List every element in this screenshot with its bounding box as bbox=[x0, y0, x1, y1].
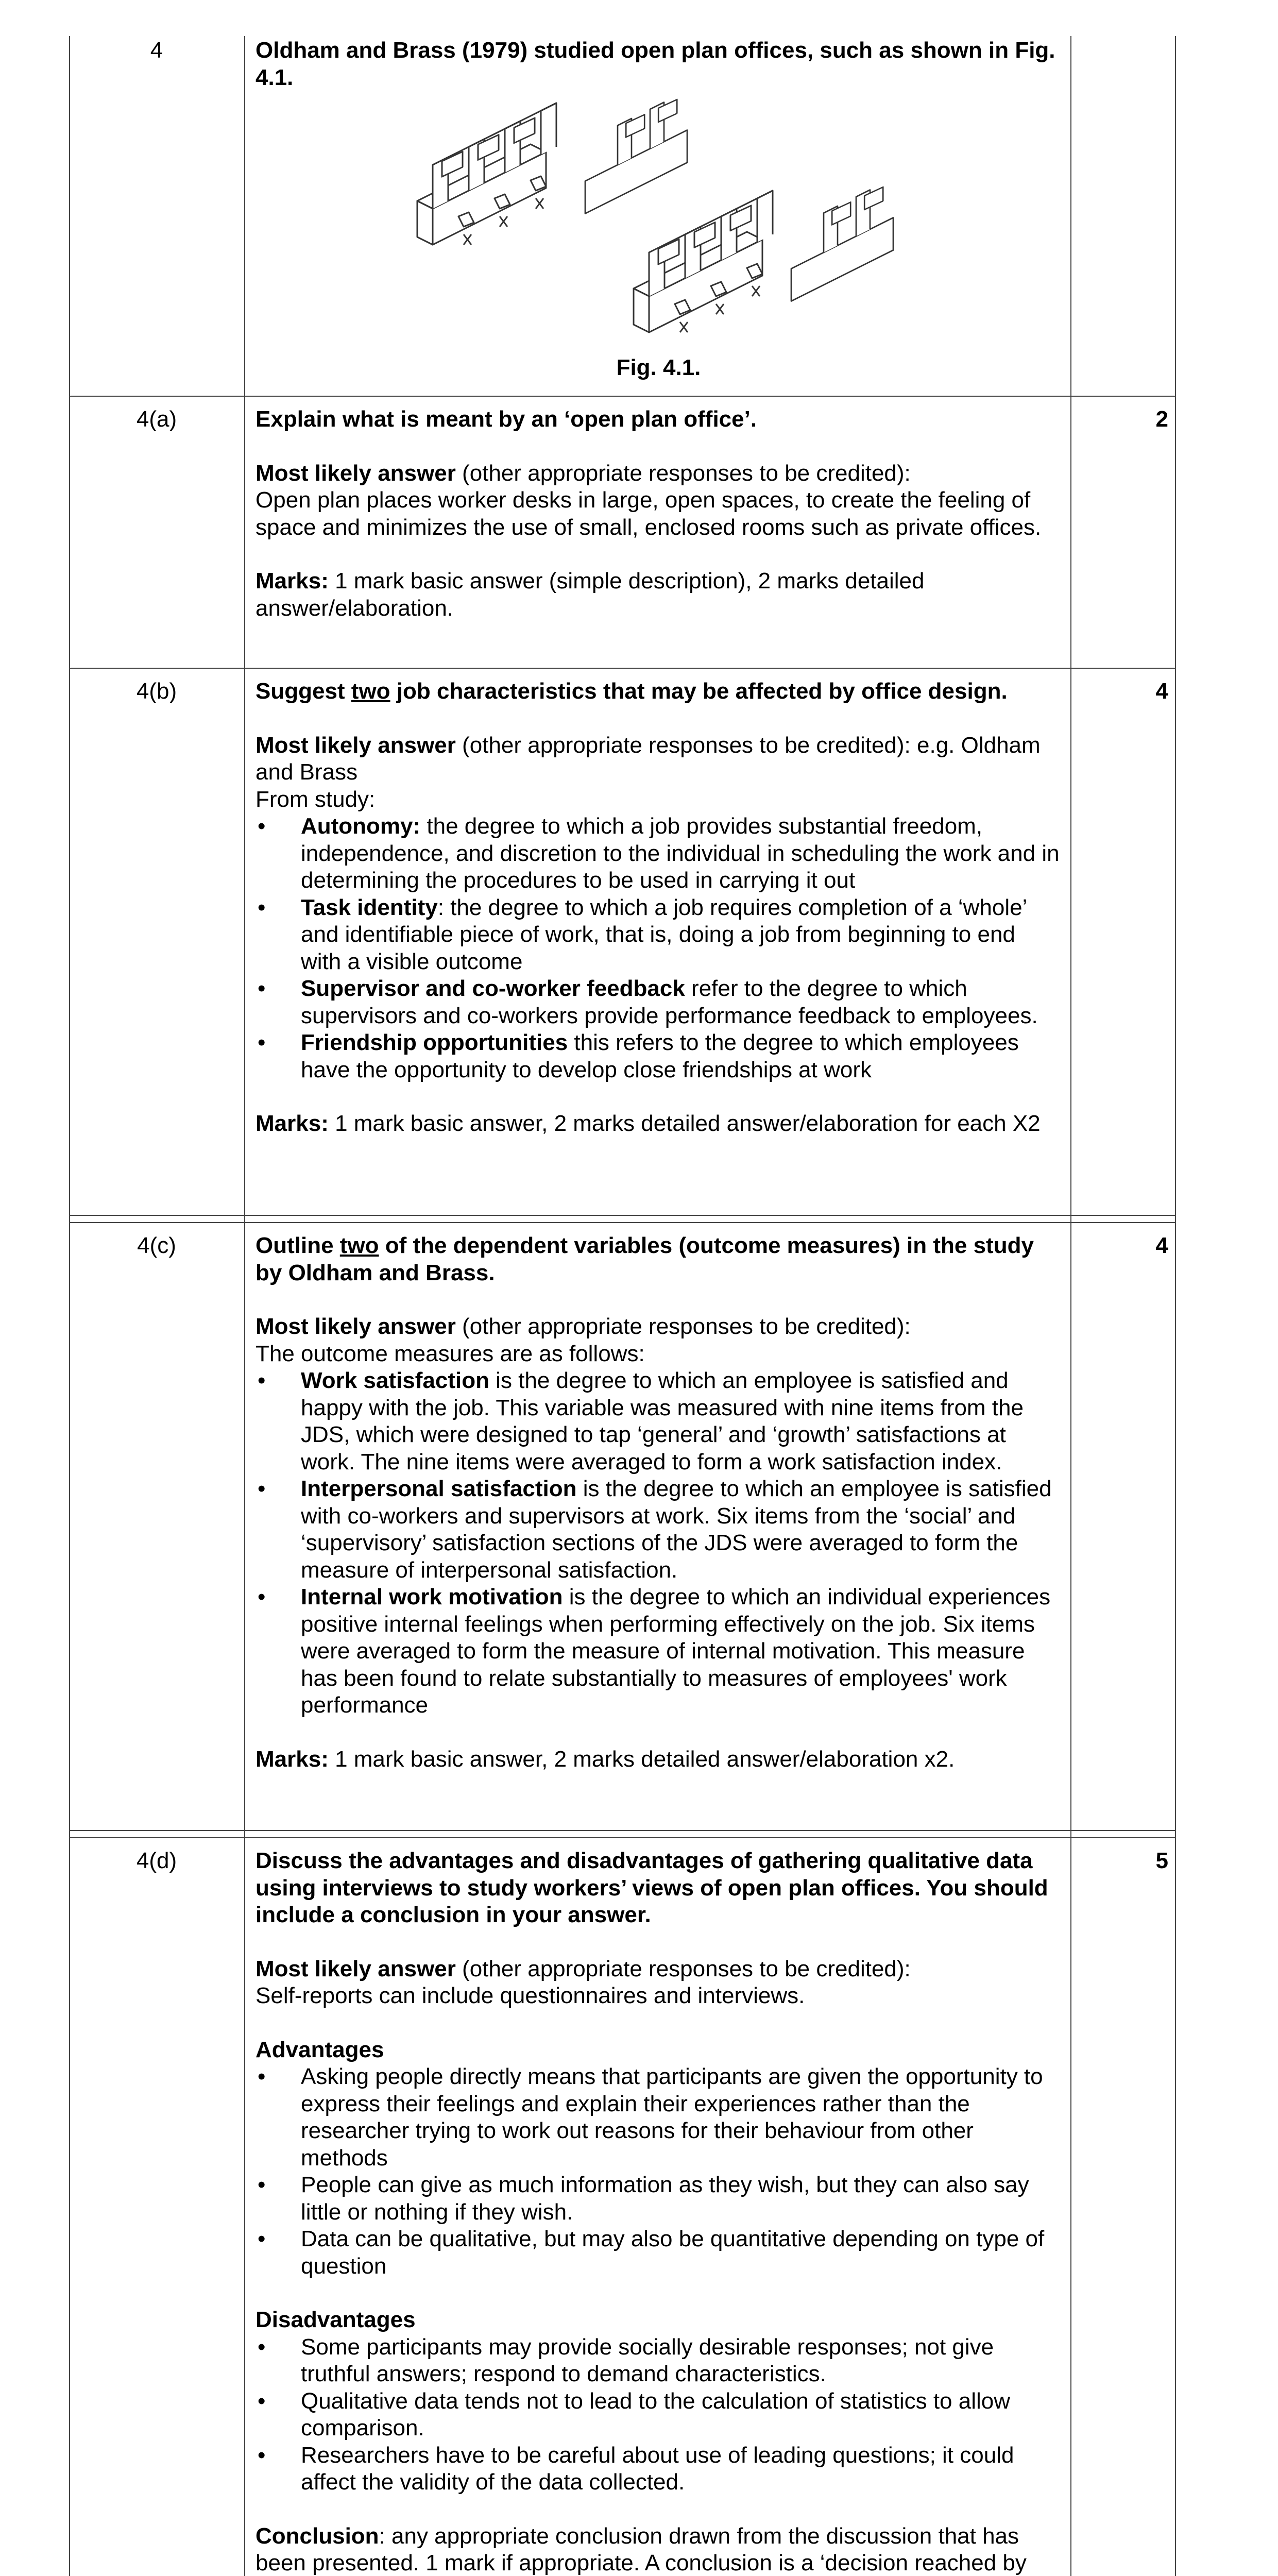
mla-rest: (other appropriate responses to be credited): bbox=[455, 1956, 911, 1981]
desk-cluster-back bbox=[585, 99, 687, 213]
from-study: From study: bbox=[255, 786, 376, 812]
question-number-4c: 4(c) bbox=[137, 1233, 176, 1258]
question-text-4d: Discuss the advantages and disadvantages of gathering qualitative data using interviews to study workers’ views of open plan offices. You should include a conclusion in your answer. bbox=[255, 1848, 1048, 1927]
outcome-measures-list bbox=[255, 1367, 1062, 1719]
marks-text-4c: 1 mark basic answer, 2 marks detailed answer/elaboration x2. bbox=[328, 1746, 955, 1772]
question-text-4c: Outline two of the dependent variables (outcome measures) in the study by Oldham and Brass. bbox=[255, 1233, 1034, 1285]
answer-block-4a bbox=[255, 406, 1062, 622]
marks-text-4b: 1 mark basic answer, 2 marks detailed answer/elaboration for each X2 bbox=[328, 1111, 1041, 1136]
row-divider-4d-b bbox=[69, 1837, 1176, 1838]
marks-4b: 4 bbox=[1155, 679, 1168, 704]
disadvantages-heading: Disadvantages bbox=[255, 2307, 416, 2332]
desk-cluster-left bbox=[417, 103, 556, 245]
marks-text-4a: 1 mark basic answer (simple description), 2 marks detailed answer/elaboration. bbox=[255, 568, 925, 621]
conclusion-label: Conclusion bbox=[255, 2523, 379, 2549]
question-text-4a: Explain what is meant by an ‘open plan office’. bbox=[255, 406, 757, 432]
open-plan-office-illustration bbox=[412, 88, 948, 355]
list-item: • Internal work motivation is the degree to which an individual experiences positive internal feelings when performing effectively on the job. Six items were averaged to form the measure of internal motivation. This measure has been found to relate substantially to measures of employees' work performance bbox=[255, 1584, 1062, 1719]
figure-caption: Fig. 4.1. bbox=[616, 355, 701, 380]
lead-text-4d: Self-reports can include questionnaires and interviews. bbox=[255, 1983, 805, 2008]
answer-block-4d bbox=[255, 1848, 1062, 2576]
intro-text: Oldham and Brass (1979) studied open plan offices, such as shown in Fig. 4.1. bbox=[255, 38, 1055, 90]
question-intro bbox=[255, 37, 1062, 91]
marks-label: Marks: bbox=[255, 1111, 329, 1136]
list-item: • Friendship opportunities this refers to the degree to which employees have the opportunity to develop close friendships at work bbox=[255, 1029, 1062, 1083]
mla-label: Most likely answer bbox=[255, 732, 456, 758]
marks-4d: 5 bbox=[1155, 1848, 1168, 1873]
list-item: • Asking people directly means that participants are given the opportunity to express their feelings and explain their experiences rather than the researcher trying to work out reasons for their behaviour from other methods bbox=[255, 2063, 1062, 2172]
question-number-4d: 4(d) bbox=[136, 1848, 177, 1873]
list-item: • Researchers have to be careful about use of leading questions; it could affect the validity of the data collected. bbox=[255, 2442, 1062, 2496]
job-characteristics-list bbox=[255, 813, 1062, 1083]
list-item: • Qualitative data tends not to lead to the calculation of statistics to allow comparison. bbox=[255, 2388, 1062, 2442]
desk-cluster-right bbox=[634, 191, 773, 332]
row-divider-4b bbox=[69, 668, 1176, 669]
table-border-right bbox=[1175, 36, 1176, 2576]
mla-label: Most likely answer bbox=[255, 1314, 456, 1339]
disadvantages-list bbox=[255, 2334, 1062, 2496]
list-item: • Task identity: the degree to which a job requires completion of a ‘whole’ and identifiable piece of work, that is, doing a job from beginning to end with a visible outcome bbox=[255, 894, 1062, 976]
advantages-list bbox=[255, 2063, 1062, 2280]
row-divider-4d-a bbox=[69, 1830, 1176, 1831]
mla-rest: (other appropriate responses to be credited): e.g. Oldham and Brass bbox=[255, 732, 1041, 785]
desk-cluster-back-right bbox=[791, 187, 893, 301]
list-item: • Some participants may provide socially desirable responses; not give truthful answers; respond to demand characteristics. bbox=[255, 2334, 1062, 2388]
mla-label: Most likely answer bbox=[255, 1956, 456, 1981]
answer-block-4c bbox=[255, 1232, 1062, 1773]
mla-rest: (other appropriate responses to be credited): bbox=[455, 1314, 911, 1339]
advantages-heading: Advantages bbox=[255, 2037, 384, 2062]
marks-4c: 4 bbox=[1155, 1233, 1168, 1258]
mla-label: Most likely answer bbox=[255, 460, 456, 486]
list-item: • Work satisfaction is the degree to which an employee is satisfied and happy with the job. This variable was measured with nine items from the JDS, which were designed to tap ‘general’ and ‘growth’ satisfactions at work. The nine items were averaged to form a work satisfaction index. bbox=[255, 1367, 1062, 1476]
list-item: • Supervisor and co-worker feedback refer to the degree to which supervisors and co-workers provide performance feedback to employees. bbox=[255, 975, 1062, 1029]
answer-block-4b bbox=[255, 678, 1062, 1138]
marks-4a: 2 bbox=[1155, 406, 1168, 432]
conclusion-text: : any appropriate conclusion drawn from the discussion that has been presented. 1 mark if appropriate. A conclusion is a ‘decision reached by bbox=[255, 2523, 1027, 2575]
list-item: • People can give as much information as they wish, but they can also say little or nothing if they wish. bbox=[255, 2172, 1062, 2226]
marks-label: Marks: bbox=[255, 568, 329, 594]
row-divider-4c-a bbox=[69, 1215, 1176, 1216]
list-item: • Interpersonal satisfaction is the degree to which an employee is satisfied with co-workers and supervisors at work. Six items from the ‘social’ and ‘supervisory’ satisfaction sections of the JDS were averaged to form the measure of interpersonal satisfaction. bbox=[255, 1476, 1062, 1584]
row-divider-4a bbox=[69, 396, 1176, 397]
question-text-4b: Suggest two job characteristics that may be affected by office design. bbox=[255, 679, 1008, 704]
marks-label: Marks: bbox=[255, 1746, 329, 1772]
table-divider-number bbox=[244, 36, 245, 2576]
lead-text-4c: The outcome measures are as follows: bbox=[255, 1341, 645, 1366]
row-divider-4c-b bbox=[69, 1222, 1176, 1223]
mla-rest: (other appropriate responses to be credited): bbox=[455, 460, 911, 486]
list-item: • Autonomy: the degree to which a job provides substantial freedom, independence, and discretion to the individual in scheduling the work and in determining the procedures to be used in carrying it out bbox=[255, 813, 1062, 894]
answer-text-4a: Open plan places worker desks in large, open spaces, to create the feeling of space and minimizes the use of small, enclosed rooms such as private offices. bbox=[255, 487, 1042, 540]
list-item: • Data can be qualitative, but may also be quantitative depending on type of question bbox=[255, 2226, 1062, 2280]
question-number-4a: 4(a) bbox=[136, 406, 177, 432]
question-number-4b: 4(b) bbox=[136, 679, 177, 704]
question-number: 4 bbox=[150, 38, 163, 63]
